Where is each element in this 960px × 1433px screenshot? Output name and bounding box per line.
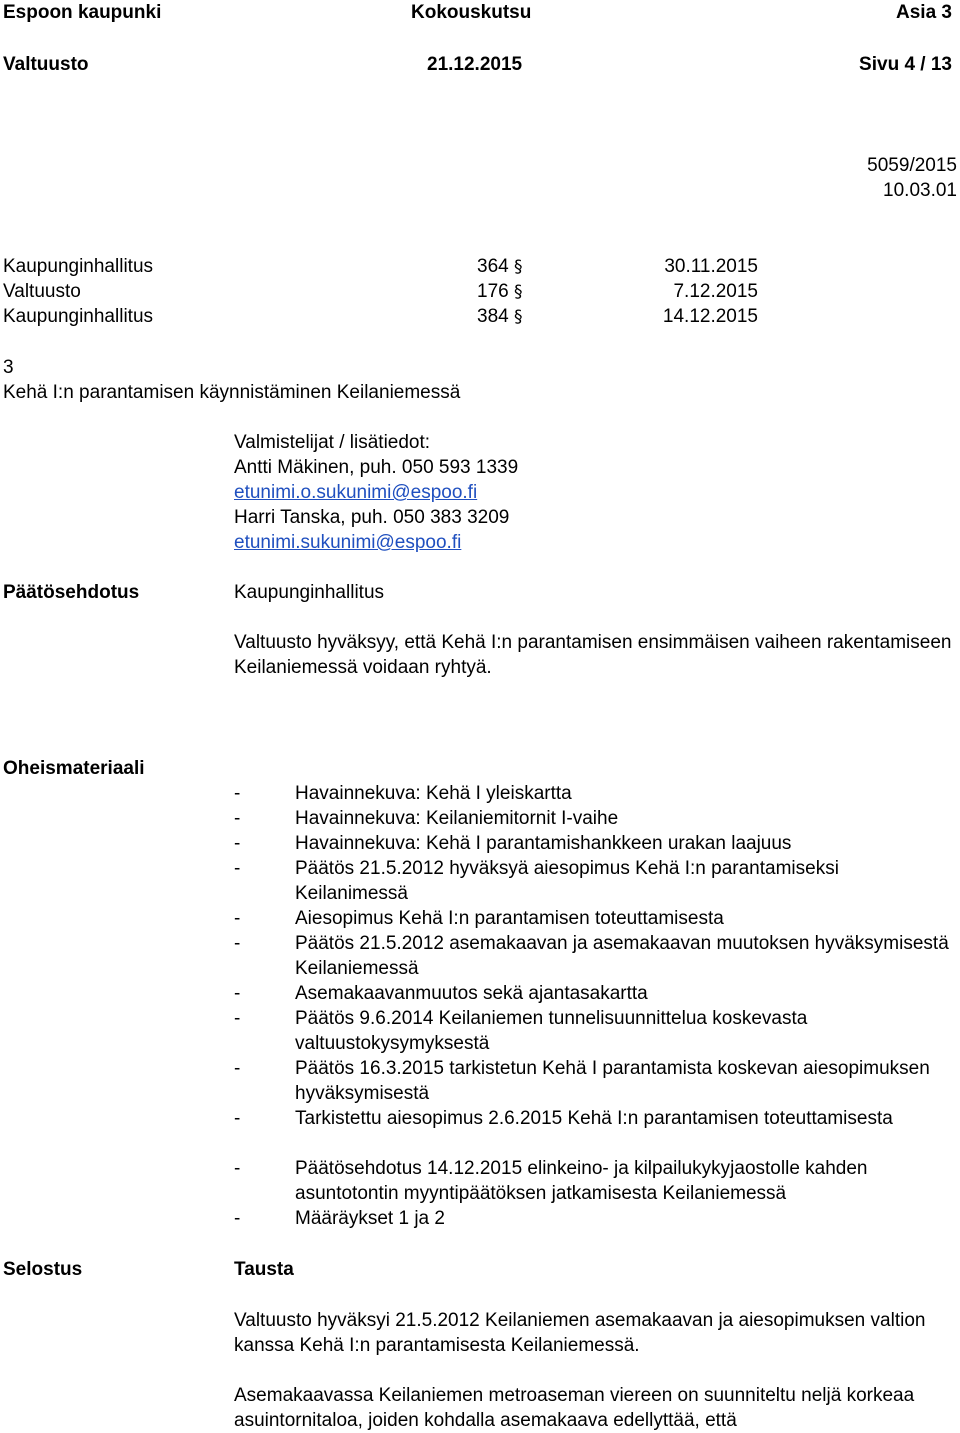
section-symbol: §	[513, 257, 523, 277]
explanation-paragraph-2: Asemakaavassa Keilaniemen metroaseman viereen on suunniteltu neljä korkeaa asuintornitaloa, joiden kohdalla asemakaava edellyttää, että	[234, 1385, 915, 1431]
section-symbol: §	[513, 307, 523, 327]
explanation-subheading: Tausta	[234, 1259, 294, 1280]
preparer-2-email-link[interactable]: etunimi.sukunimi@espoo.fi	[234, 532, 462, 553]
history-number: 384 §	[477, 304, 532, 330]
preparer-2: Harri Tanska, puh. 050 383 3209	[234, 507, 510, 528]
history-number: 176 §	[477, 279, 532, 305]
history-body: Kaupunginhallitus	[3, 306, 154, 327]
class-code: 10.03.01	[883, 180, 957, 201]
preparers-heading: Valmistelijat / lisätiedot:	[234, 432, 431, 453]
proposal-by: Kaupunginhallitus	[234, 582, 385, 603]
section-symbol: §	[513, 282, 523, 302]
item-number: 3	[3, 357, 14, 378]
history-number: 364 §	[477, 254, 532, 280]
diary-number: 5059/2015	[867, 155, 957, 176]
header-item: Asia 3	[896, 2, 952, 23]
header-org: Espoon kaupunki	[3, 2, 162, 23]
proposal-text: Valtuusto hyväksyy, että Kehä I:n parantamisen ensimmäisen vaiheen rakentamiseen Keilaniemessä voidaan ryhtyä.	[234, 632, 952, 678]
history-date: 30.11.2015	[664, 256, 758, 277]
history-body: Valtuusto	[3, 281, 81, 302]
history-date: 14.12.2015	[662, 306, 758, 327]
explanation-paragraph-1: Valtuusto hyväksyi 21.5.2012 Keilaniemen asemakaavan ja aiesopimuksen valtion kanssa Kehä I:n parantamisesta Keilaniemessä.	[234, 1310, 926, 1356]
history-date: 7.12.2015	[673, 281, 758, 302]
preparer-1-email-link[interactable]: etunimi.o.sukunimi@espoo.fi	[234, 482, 478, 503]
history-body: Kaupunginhallitus	[3, 256, 154, 277]
header-date: 21.12.2015	[427, 54, 523, 75]
proposal-label: Päätösehdotus	[3, 582, 140, 603]
header-page: Sivu 4 / 13	[859, 54, 952, 75]
item-title: Kehä I:n parantamisen käynnistäminen Keilaniemessä	[3, 382, 461, 403]
attachments-label: Oheismateriaali	[3, 758, 145, 779]
header-body: Valtuusto	[3, 54, 89, 75]
preparer-1: Antti Mäkinen, puh. 050 593 1339	[234, 457, 519, 478]
header-doc-type: Kokouskutsu	[411, 2, 532, 23]
explanation-label: Selostus	[3, 1259, 83, 1280]
